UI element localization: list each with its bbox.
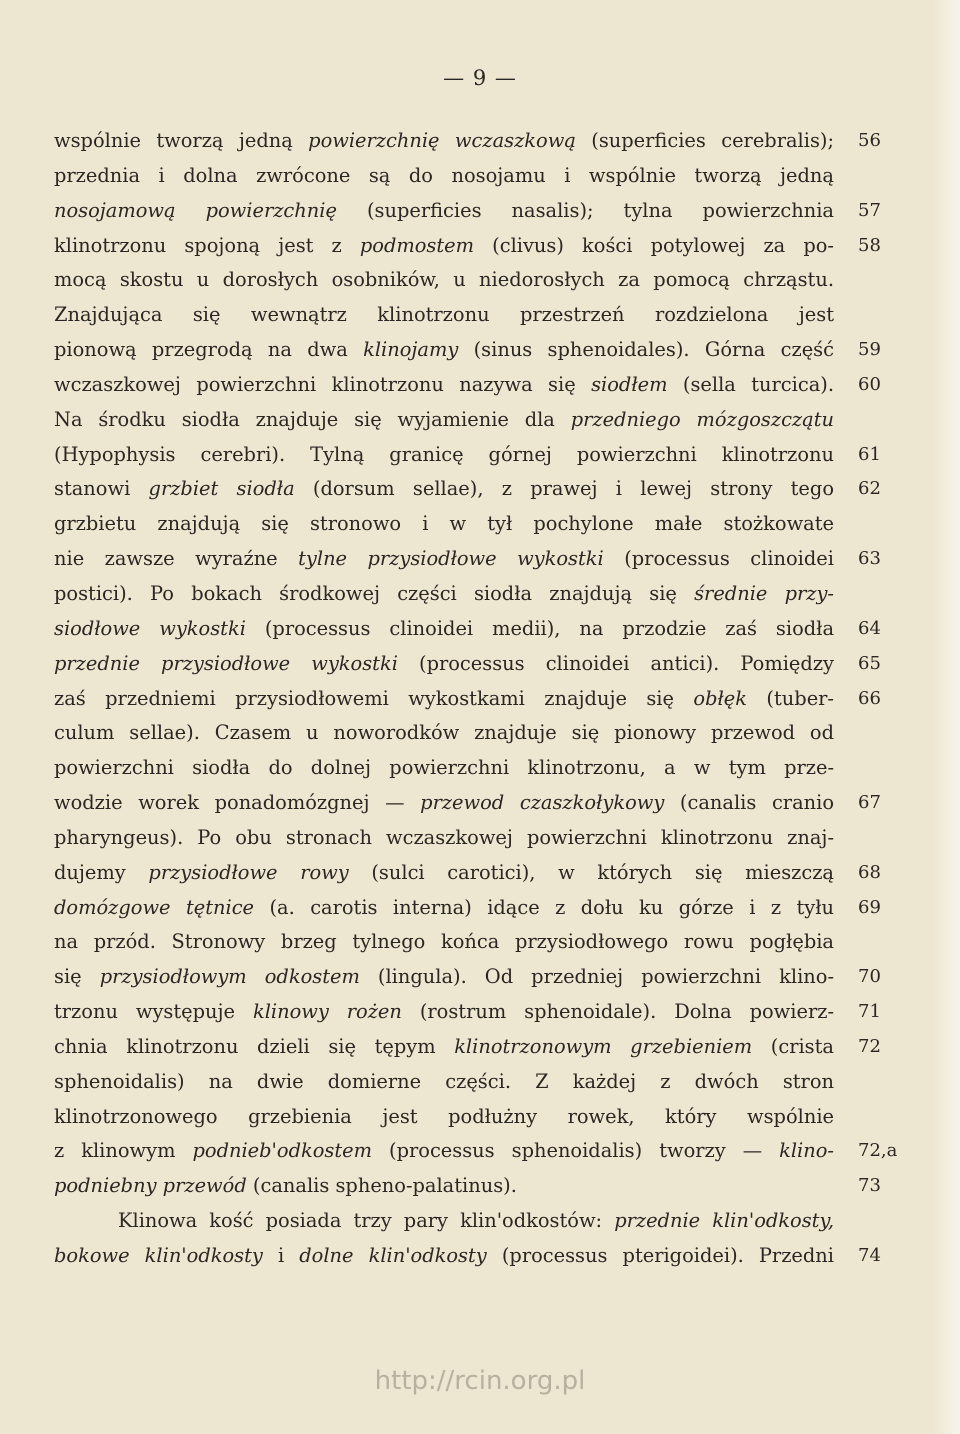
text-line: [54, 995, 834, 1030]
text-line: [54, 891, 834, 926]
text-line: [54, 333, 834, 368]
margin-number: [858, 821, 918, 856]
text-line: [54, 124, 834, 159]
italic-term: klinotrzonowym grzebieniem: [454, 1034, 753, 1058]
text-line: [54, 159, 834, 194]
margin-number: 65: [858, 652, 881, 674]
text-segment: powierzchni siodła do dolnej powierzchni klinotrzonu, a w tym prze-: [54, 756, 834, 780]
text-segment: pharyngeus). Po obu stronach wczaszkowej powierzchni klinotrzonu znaj-: [54, 825, 834, 849]
text-segment: pionową przegrodą na dwa: [54, 338, 364, 362]
italic-term: podniebny przewód: [54, 1174, 247, 1198]
margin-number: [858, 263, 918, 298]
margin-number: 56: [858, 130, 881, 151]
margin-number: [858, 403, 918, 438]
text-segment: przednia i dolna zwrócone są do nosojamu i wspólnie tworzą jedną: [54, 163, 834, 187]
text-line: [54, 298, 834, 333]
text-segment: (processus pterigoidei). Przedni: [486, 1244, 834, 1267]
italic-term: przedniego mózgoszczątu: [570, 407, 834, 431]
margin-number: 72: [858, 1035, 881, 1057]
text-segment: dujemy: [54, 860, 149, 884]
margin-number: 66: [858, 687, 881, 709]
margin-number: 64: [858, 617, 881, 639]
text-segment: (processus clinoidei: [603, 547, 834, 571]
text-segment: (lingula). Od przedniej powierzchni klino-: [359, 965, 834, 989]
margin-number: [858, 1065, 918, 1100]
text-line: [54, 472, 834, 507]
margin-number: 72,a: [858, 1140, 898, 1162]
text-segment: chnia klinotrzonu dzieli się tępym: [54, 1034, 455, 1058]
italic-term: siodłem: [591, 372, 668, 396]
italic-term: siodłowe wykostki: [54, 616, 246, 640]
margin-number: [858, 925, 918, 960]
margin-number: [858, 751, 918, 786]
text-line: [54, 403, 834, 438]
text-line: [54, 542, 834, 577]
text-line: [54, 716, 834, 751]
text-segment: (sella turcica).: [667, 372, 834, 396]
text-segment: culum sellae). Czasem u noworodków znajduje się pionowy przewod od: [54, 721, 834, 745]
text-segment: (clivus) kości potylowej za po-: [474, 233, 834, 257]
page-edge: [932, 0, 960, 1434]
text-line: [54, 229, 834, 264]
text-line: [54, 821, 834, 856]
margin-number: 58: [858, 234, 881, 256]
text-line: [54, 960, 834, 995]
text-line: [54, 263, 834, 298]
italic-term: obłęk: [693, 686, 748, 710]
text-segment: wodzie worek ponadomózgnej —: [54, 791, 421, 815]
text-line: [54, 751, 834, 786]
text-segment: stanowi: [54, 477, 149, 501]
italic-term: przednie przysiodłowe wykostki: [54, 651, 398, 675]
margin-number: [858, 1204, 918, 1239]
margin-number: [858, 716, 918, 751]
text-line: [54, 1134, 834, 1169]
text-line: [54, 1169, 834, 1204]
text-segment: trzonu występuje: [54, 1000, 253, 1024]
margin-number: [858, 577, 918, 612]
margin-number: 68: [858, 861, 881, 883]
text-segment: mocą skostu u dorosłych osobników, u niedorosłych za pomocą chrząstu.: [54, 268, 834, 292]
text-line: [54, 194, 834, 229]
text-segment: na przód. Stronowy brzeg tylnego końca przysiodłowego rowu pogłębia: [54, 930, 834, 954]
margin-number: 63: [858, 548, 881, 570]
margin-number: 71: [858, 1001, 881, 1023]
text-line: [54, 786, 834, 821]
italic-term: domózgowe tętnice: [54, 895, 255, 919]
text-segment: się: [54, 965, 100, 989]
text-line: [54, 682, 834, 717]
italic-term: przysiodłowe rowy: [148, 860, 349, 884]
text-segment: zaś przedniemi przysiodłowemi wykostkami znajduje się: [54, 686, 694, 710]
margin-number: 69: [858, 896, 881, 918]
text-line: [54, 1030, 834, 1065]
text-line: [54, 1100, 834, 1135]
text-segment: (a. carotis interna) idące z dołu ku górze i z tyłu: [254, 895, 834, 919]
watermark: http://rcin.org.pl: [374, 1366, 586, 1396]
margin-line-numbers: [858, 124, 918, 1274]
margin-number: 70: [858, 966, 881, 988]
text-line: [54, 577, 834, 612]
body-text: [54, 124, 834, 1274]
margin-number: 57: [858, 199, 881, 221]
text-segment: (superficies cerebralis);: [575, 129, 834, 152]
italic-term: klinojamy: [363, 338, 459, 362]
italic-term: przednie klin'odkosty,: [614, 1209, 834, 1233]
margin-number: 61: [858, 443, 881, 465]
text-line: [54, 368, 834, 403]
text-segment: klinotrzonu spojoną jest z: [54, 233, 360, 257]
text-line: [54, 1204, 834, 1239]
text-segment: (sinus sphenoidales). Górna część: [458, 338, 834, 362]
text-segment: (dorsum sellae), z prawej i lewej strony tego: [294, 477, 834, 501]
text-segment: nie zawsze wyraźne: [54, 547, 299, 571]
text-segment: (tuber-: [747, 686, 834, 710]
italic-term: średnie przy-: [694, 581, 834, 605]
italic-term: przewod czaszkołykowy: [420, 791, 665, 815]
text-segment: (rostrum sphenoidale). Dolna powierz-: [401, 1000, 834, 1024]
text-line: [54, 856, 834, 891]
margin-number: 73: [858, 1175, 881, 1197]
text-segment: Na środku siodła znajduje się wyjamienie dla: [54, 407, 571, 431]
italic-term: klino-: [779, 1139, 834, 1163]
page-number: — 9 —: [443, 66, 517, 90]
italic-term: bokowe klin'odkosty: [54, 1244, 263, 1267]
text-segment: (processus clinoidei medii), na przodzie zaś siodła: [245, 616, 834, 640]
italic-term: nosojamową powierzchnię: [54, 198, 337, 222]
margin-number: [858, 1100, 918, 1135]
text-segment: z klinowym: [54, 1139, 193, 1163]
margin-number: [858, 298, 918, 333]
italic-term: podnieb'odkostem: [192, 1139, 373, 1163]
margin-number: 60: [858, 373, 881, 395]
text-line: [54, 438, 834, 473]
margin-number: [858, 507, 918, 542]
text-line: [54, 1239, 834, 1274]
margin-number: 62: [858, 478, 881, 500]
italic-term: tylne przysiodłowe wykostki: [298, 547, 604, 571]
text-line: [54, 1065, 834, 1100]
italic-term: przysiodłowym odkostem: [99, 965, 360, 989]
italic-term: grzbiet siodła: [148, 477, 295, 501]
text-line: [54, 925, 834, 960]
text-segment: (processus sphenoidalis) tworzy —: [372, 1139, 780, 1163]
text-segment: (sulci carotici), w których się mieszczą: [348, 860, 834, 884]
text-segment: wczaszkowej powierzchni klinotrzonu nazywa się: [54, 372, 592, 396]
text-segment: Klinowa kość posiada trzy pary klin'odkostów:: [118, 1209, 615, 1233]
text-segment: postici). Po bokach środkowej części siodła znajdują się: [54, 581, 695, 605]
margin-number: [858, 159, 918, 194]
italic-term: klinowy rożen: [252, 1000, 402, 1024]
margin-number: 59: [858, 339, 881, 361]
text-segment: (superficies nasalis); tylna powierzchnia: [336, 198, 834, 222]
text-line: [54, 612, 834, 647]
text-segment: Znajdująca się wewnątrz klinotrzonu przestrzeń rozdzielona jest: [54, 303, 834, 327]
margin-number: 74: [858, 1245, 881, 1266]
text-segment: i: [262, 1244, 300, 1267]
italic-term: podmostem: [359, 233, 475, 257]
text-segment: (crista: [752, 1034, 834, 1058]
italic-term: dolne klin'odkosty: [299, 1244, 487, 1267]
text-line: [54, 647, 834, 682]
text-segment: grzbietu znajdują się stronowo i w tył pochylone małe stożkowate: [54, 512, 834, 536]
text-segment: (processus clinoidei antici). Pomiędzy: [397, 651, 834, 675]
text-line: [54, 507, 834, 542]
italic-term: powierzchnię wczaszkową: [308, 129, 576, 152]
text-segment: sphenoidalis) na dwie domierne części. Z każdej z dwóch stron: [54, 1069, 834, 1093]
text-segment: (Hypophysis cerebri). Tylną granicę górnej powierzchni klinotrzonu: [54, 442, 834, 466]
text-segment: klinotrzonowego grzebienia jest podłużny rowek, który wspólnie: [54, 1104, 834, 1128]
text-segment: wspólnie tworzą jedną: [54, 129, 309, 152]
text-segment: (canalis spheno-palatinus).: [246, 1174, 517, 1198]
margin-number: 67: [858, 792, 881, 814]
text-segment: (canalis cranio: [664, 791, 834, 815]
